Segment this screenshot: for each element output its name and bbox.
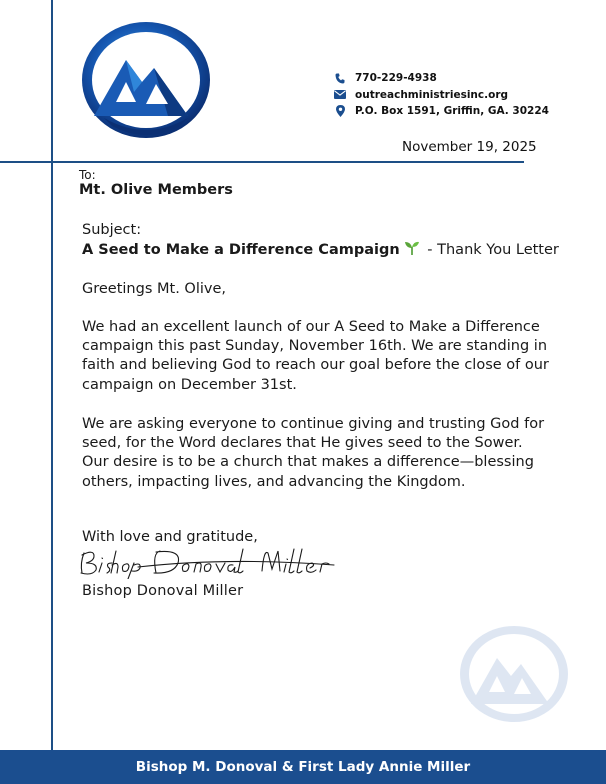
body-paragraph-1: We had an excellent launch of our A Seed to Make a Difference campaign this past Sunday, November 16th. We are standing in faith and believing God to reach our goal before the close of our campaign on December 31st. xyxy=(82,319,549,393)
email-icon xyxy=(333,89,347,101)
seedling-icon xyxy=(404,241,420,255)
mountain-logo xyxy=(80,20,212,140)
to-label: To: xyxy=(79,168,96,182)
footer-bar xyxy=(0,750,606,784)
left-vertical-rule xyxy=(51,0,53,750)
subject-label: Subject: xyxy=(82,222,142,238)
contact-phone-row xyxy=(333,70,549,86)
contact-info xyxy=(333,70,549,120)
mailing-address: P.O. Box 1591, Griffin, GA. 30224 xyxy=(355,105,549,117)
recipient-name: Mt. Olive Members xyxy=(79,182,233,198)
contact-website-row xyxy=(333,87,549,103)
header-divider xyxy=(0,161,524,163)
location-pin-icon xyxy=(333,105,347,117)
body-paragraph-2: We are asking everyone to continue giving and trusting God for seed, for the Word declares that He gives seed to the Sower. Our desire is to be a church that makes a difference—blessing others, impacting lives, and advancing the Kingdom. xyxy=(82,416,545,490)
watermark-logo xyxy=(459,624,569,724)
phone-number: 770-229-4938 xyxy=(355,72,437,84)
closing-line: With love and gratitude, xyxy=(82,529,258,545)
subject-title: A Seed to Make a Difference Campaign xyxy=(82,242,400,258)
handwritten-signature xyxy=(78,543,338,579)
greeting: Greetings Mt. Olive, xyxy=(82,281,226,297)
subject-line xyxy=(82,241,559,258)
signer-name: Bishop Donoval Miller xyxy=(82,583,244,599)
phone-icon xyxy=(333,72,347,84)
subject-suffix: - Thank You Letter xyxy=(422,242,559,258)
website-link[interactable]: outreachministriesinc.org xyxy=(355,88,509,101)
contact-address-row xyxy=(333,103,549,119)
letter-date: November 19, 2025 xyxy=(402,139,537,155)
footer-text: Bishop M. Donoval & First Lady Annie Miller xyxy=(135,759,471,775)
